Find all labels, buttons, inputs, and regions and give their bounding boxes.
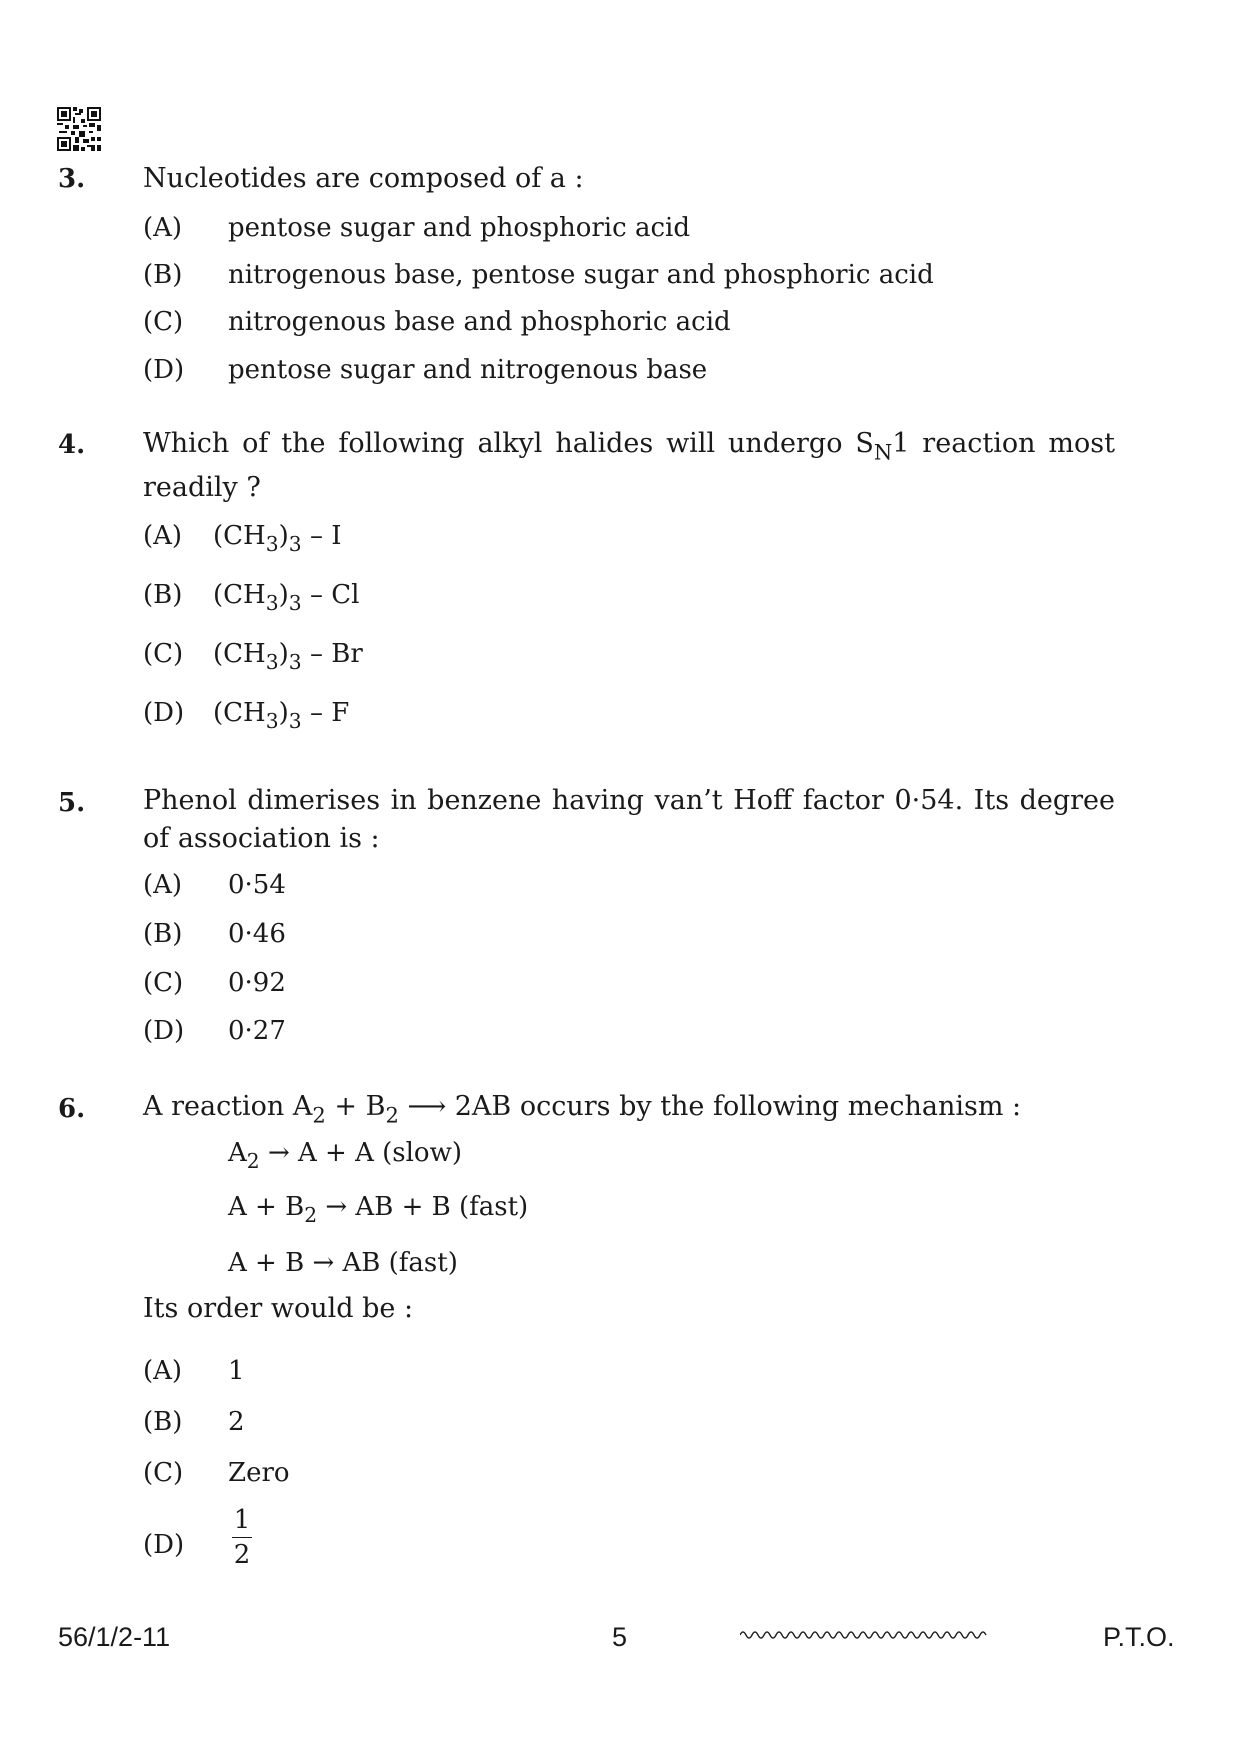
- option-label: (B): [143, 1407, 183, 1437]
- mechanism-step-3: A + B → AB (fast): [228, 1248, 458, 1278]
- option-label: (B): [143, 260, 183, 290]
- option-label: (A): [143, 870, 183, 900]
- question-number: 3.: [58, 164, 86, 194]
- option-label: (A): [143, 521, 183, 551]
- question-text: Which of the following alkyl halides will undergo $S_N1$ reaction most readily ?: [143, 428, 1115, 503]
- fraction-numerator: 1: [233, 1505, 251, 1535]
- question-text: A reaction $A_2 + B_2$ ⟶ 2AB occurs by the following mechanism :: [143, 1091, 1022, 1128]
- option-text: 1: [228, 1356, 245, 1386]
- option-label: (A): [143, 1356, 183, 1386]
- option-label: (A): [143, 213, 183, 243]
- mechanism-step-1: $A_2 \to A + A$ (slow): [228, 1138, 462, 1174]
- question-followup: Its order would be :: [143, 1293, 414, 1324]
- pto-label: P.T.O.: [1103, 1622, 1175, 1652]
- option-text: 2: [228, 1407, 245, 1437]
- option-label: (D): [143, 355, 185, 385]
- question-text: Phenol dimerises in benzene having van’t Hoff factor 0·54. Its degree of association is :: [143, 785, 1115, 854]
- question-text: Nucleotides are composed of a :: [143, 163, 584, 194]
- wavy-line-decoration: [740, 1628, 990, 1642]
- option-label: (C): [143, 1458, 184, 1488]
- option-text: nitrogenous base and phosphoric acid: [228, 307, 731, 337]
- fraction-bar: [232, 1537, 252, 1538]
- option-text: 0·54: [228, 870, 286, 900]
- option-label: (C): [143, 307, 184, 337]
- option-label: (D): [143, 698, 185, 728]
- option-text: nitrogenous base, pentose sugar and phosphoric acid: [228, 260, 934, 290]
- fraction-denominator: 2: [233, 1540, 251, 1570]
- option-text: Zero: [228, 1458, 290, 1488]
- qr-code: [57, 107, 101, 151]
- option-label: (B): [143, 919, 183, 949]
- option-text: 0·46: [228, 919, 286, 949]
- option-label: (C): [143, 968, 184, 998]
- option-label: (D): [143, 1016, 185, 1046]
- option-formula: $(CH_3)_3$ – Cl: [213, 580, 360, 616]
- option-text: 0·27: [228, 1016, 286, 1046]
- question-number: 6.: [58, 1094, 86, 1124]
- question-number: 4.: [58, 430, 86, 460]
- question-number: 5.: [58, 788, 86, 818]
- option-text: 0·92: [228, 968, 286, 998]
- option-text: pentose sugar and nitrogenous base: [228, 355, 708, 385]
- option-fraction: [232, 1505, 252, 1570]
- page-number: 5: [612, 1622, 628, 1652]
- paper-code: 56/1/2-11: [58, 1622, 171, 1652]
- option-formula: $(CH_3)_3$ – Br: [213, 639, 363, 675]
- option-label: (C): [143, 639, 184, 669]
- mechanism-step-2: $A + B_2$ → AB + B (fast): [228, 1192, 529, 1228]
- option-formula: $(CH_3)_3$ – F: [213, 698, 350, 734]
- option-label: (D): [143, 1530, 185, 1560]
- option-formula: $(CH_3)_3$ – I: [213, 521, 342, 557]
- option-label: (B): [143, 580, 183, 610]
- option-text: pentose sugar and phosphoric acid: [228, 213, 690, 243]
